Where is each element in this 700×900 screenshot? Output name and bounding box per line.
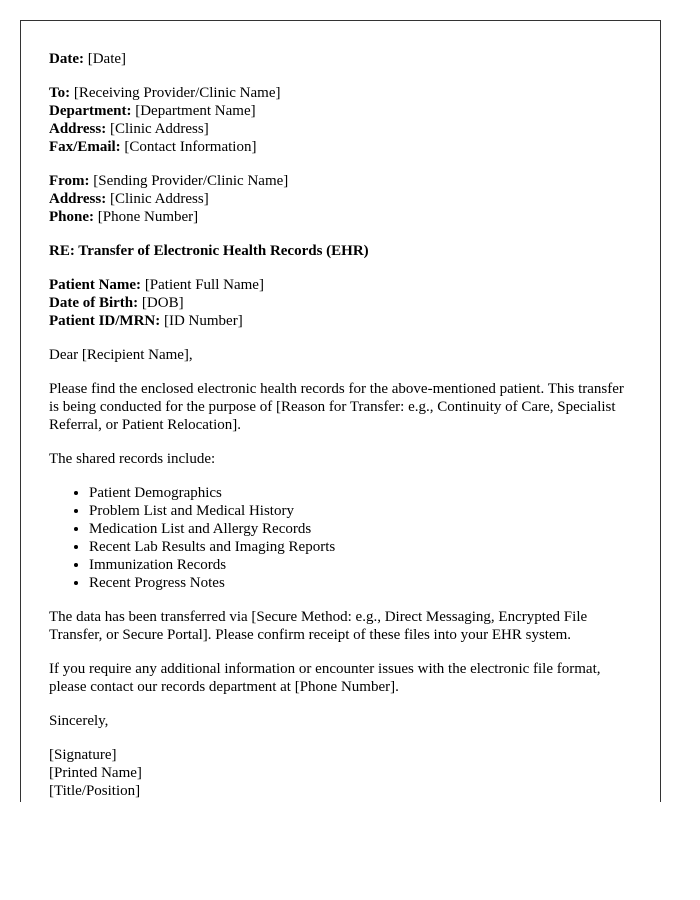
salutation: Dear [Recipient Name], [49,347,193,363]
list-item: • Immunization Records [89,556,632,574]
list-item: • Problem List and Medical History [89,502,632,520]
records-list [49,484,632,592]
subject-line: RE: Transfer of Electronic Health Records (EHR) [49,243,369,259]
recipient-block: To: [Receiving Provider/Clinic Name] Department: [Department Name] Address: [Clinic Address] Fax/Email: [Contact Information] [49,85,281,155]
list-item: • Recent Lab Results and Imaging Reports [89,538,632,556]
sender-block: From: [Sending Provider/Clinic Name] Address: [Clinic Address] Phone: [Phone Number] [49,173,289,225]
contact-paragraph: If you require any additional information or encounter issues with the electronic file format, please contact our records department at [Phone Number]. [49,661,601,695]
records-intro: The shared records include: [49,451,216,467]
list-item: • Patient Demographics [89,484,632,502]
intro-paragraph: Please find the enclosed electronic health records for the above-mentioned patient. This transfer is being conducted for the purpose of [Reason for Transfer: e.g., Continuity of Care, Specialist Referral, or Patient Relocation]. [49,381,624,433]
list-item: • Medication List and Allergy Records [89,520,632,538]
letter-document [20,20,661,802]
date-line: Date: [Date] [49,51,127,67]
patient-block: Patient Name: [Patient Full Name] Date of Birth: [DOB] Patient ID/MRN: [ID Number] [49,277,264,329]
transfer-paragraph: The data has been transferred via [Secure Method: e.g., Direct Messaging, Encrypted File Transfer, or Secure Portal]. Please confirm receipt of these files into your EHR system. [49,609,588,643]
list-item: • Recent Progress Notes [89,574,632,592]
signature-block: [Signature] [Printed Name] [Title/Position] [49,747,142,799]
closing: Sincerely, [49,713,109,729]
